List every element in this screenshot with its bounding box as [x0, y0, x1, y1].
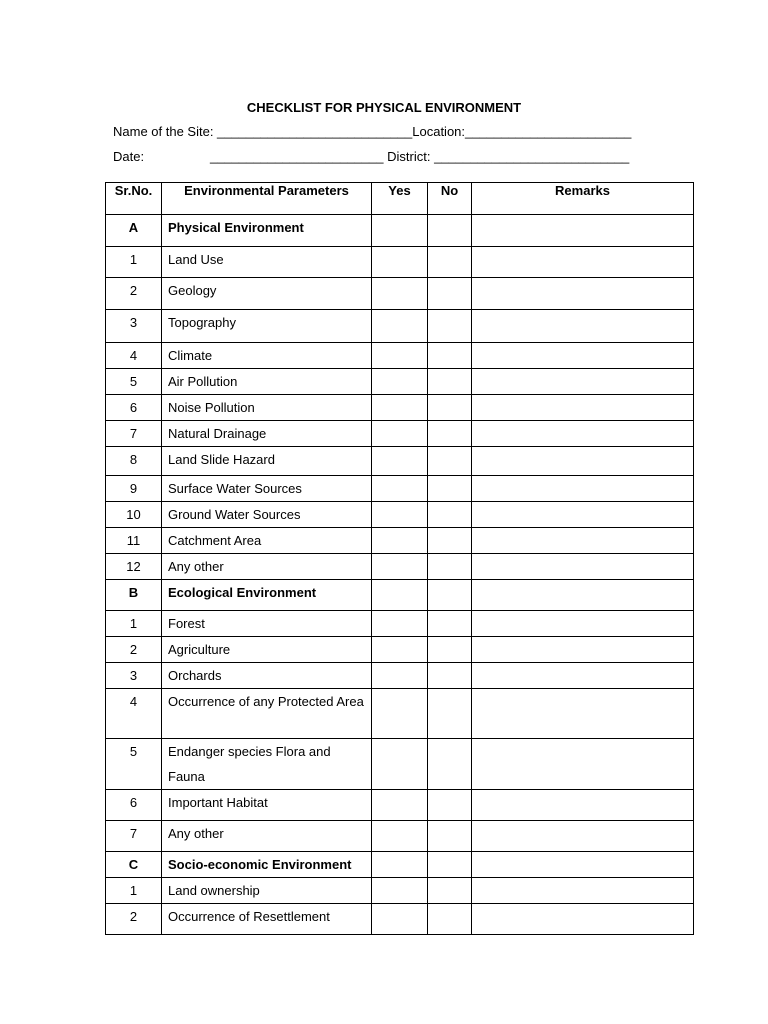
- no-cell[interactable]: [428, 421, 472, 447]
- sr-no-cell: 2: [106, 637, 162, 663]
- header-sr-no: Sr.No.: [106, 183, 162, 215]
- table-row: [106, 528, 694, 554]
- parameter-cell: Geology: [162, 278, 372, 310]
- yes-cell[interactable]: [372, 637, 428, 663]
- no-cell[interactable]: [428, 395, 472, 421]
- yes-cell[interactable]: [372, 554, 428, 580]
- no-cell[interactable]: [428, 580, 472, 611]
- header-parameters: Environmental Parameters: [162, 183, 372, 215]
- parameter-cell: Ground Water Sources: [162, 502, 372, 528]
- remarks-cell[interactable]: [472, 611, 694, 637]
- sr-no-cell: A: [106, 215, 162, 247]
- no-cell[interactable]: [428, 554, 472, 580]
- parameter-cell: Socio-economic Environment: [162, 852, 372, 878]
- parameter-cell: Topography: [162, 310, 372, 343]
- sr-no-cell: 3: [106, 663, 162, 689]
- yes-cell[interactable]: [372, 215, 428, 247]
- no-cell[interactable]: [428, 502, 472, 528]
- parameter-cell: Air Pollution: [162, 369, 372, 395]
- yes-cell[interactable]: [372, 476, 428, 502]
- table-row: [106, 421, 694, 447]
- no-cell[interactable]: [428, 739, 472, 790]
- parameter-cell: Any other: [162, 554, 372, 580]
- table-row: [106, 637, 694, 663]
- remarks-cell[interactable]: [472, 580, 694, 611]
- remarks-cell[interactable]: [472, 278, 694, 310]
- sr-no-cell: 4: [106, 689, 162, 739]
- table-row: [106, 447, 694, 476]
- sr-no-cell: 1: [106, 878, 162, 904]
- table-row: [106, 502, 694, 528]
- section-row: [106, 215, 694, 247]
- sr-no-cell: 2: [106, 278, 162, 310]
- yes-cell[interactable]: [372, 310, 428, 343]
- parameter-cell: Surface Water Sources: [162, 476, 372, 502]
- sr-no-cell: 5: [106, 739, 162, 790]
- yes-cell[interactable]: [372, 369, 428, 395]
- remarks-cell[interactable]: [472, 554, 694, 580]
- date-label: Date:: [113, 149, 145, 164]
- table-row: [106, 278, 694, 310]
- table-header-row: [106, 183, 694, 215]
- document-title: CHECKLIST FOR PHYSICAL ENVIRONMENT: [246, 100, 522, 115]
- parameter-cell: Ecological Environment: [162, 580, 372, 611]
- remarks-cell[interactable]: [472, 343, 694, 369]
- yes-cell[interactable]: [372, 852, 428, 878]
- no-cell[interactable]: [428, 904, 472, 935]
- remarks-cell[interactable]: [472, 476, 694, 502]
- table-row: [106, 369, 694, 395]
- no-cell[interactable]: [428, 689, 472, 739]
- sr-no-cell: 1: [106, 611, 162, 637]
- table-row: [106, 611, 694, 637]
- no-cell[interactable]: [428, 852, 472, 878]
- sr-no-cell: 7: [106, 821, 162, 852]
- no-cell[interactable]: [428, 611, 472, 637]
- yes-cell[interactable]: [372, 663, 428, 689]
- table-row: [106, 476, 694, 502]
- yes-cell[interactable]: [372, 611, 428, 637]
- table-row: [106, 821, 694, 852]
- remarks-cell[interactable]: [472, 739, 694, 790]
- remarks-cell[interactable]: [472, 447, 694, 476]
- section-row: [106, 852, 694, 878]
- parameter-cell: Forest: [162, 611, 372, 637]
- sr-no-cell: 10: [106, 502, 162, 528]
- remarks-cell[interactable]: [472, 821, 694, 852]
- parameter-cell: Orchards: [162, 663, 372, 689]
- sr-no-cell: 4: [106, 343, 162, 369]
- parameter-cell: Land Slide Hazard: [162, 447, 372, 476]
- site-location-line: Name of the Site: ___________________________Location:_______________________: [113, 124, 632, 139]
- parameter-cell: Catchment Area: [162, 528, 372, 554]
- no-cell[interactable]: [428, 637, 472, 663]
- parameter-cell: Noise Pollution: [162, 395, 372, 421]
- table-row: [106, 554, 694, 580]
- yes-cell[interactable]: [372, 395, 428, 421]
- checklist-table: [105, 182, 694, 935]
- table-row: [106, 878, 694, 904]
- parameter-cell: Agriculture: [162, 637, 372, 663]
- remarks-cell[interactable]: [472, 247, 694, 278]
- yes-cell[interactable]: [372, 502, 428, 528]
- remarks-cell[interactable]: [472, 310, 694, 343]
- yes-cell[interactable]: [372, 343, 428, 369]
- section-row: [106, 580, 694, 611]
- remarks-cell[interactable]: [472, 904, 694, 935]
- parameter-cell: Occurrence of Resettlement: [162, 904, 372, 935]
- parameter-cell: Natural Drainage: [162, 421, 372, 447]
- sr-no-cell: 6: [106, 790, 162, 821]
- no-cell[interactable]: [428, 790, 472, 821]
- remarks-cell[interactable]: [472, 878, 694, 904]
- yes-cell[interactable]: [372, 878, 428, 904]
- remarks-cell[interactable]: [472, 215, 694, 247]
- sr-no-cell: 9: [106, 476, 162, 502]
- yes-cell[interactable]: [372, 528, 428, 554]
- yes-cell[interactable]: [372, 278, 428, 310]
- table-row: [106, 310, 694, 343]
- parameter-cell: Any other: [162, 821, 372, 852]
- yes-cell[interactable]: [372, 790, 428, 821]
- remarks-cell[interactable]: [472, 663, 694, 689]
- sr-no-cell: 12: [106, 554, 162, 580]
- parameter-cell: Occurrence of any Protected Area: [162, 689, 372, 739]
- no-cell[interactable]: [428, 343, 472, 369]
- sr-no-cell: C: [106, 852, 162, 878]
- parameter-cell: Physical Environment: [162, 215, 372, 247]
- parameter-cell: Land ownership: [162, 878, 372, 904]
- parameter-cell: Land Use: [162, 247, 372, 278]
- district-line: ________________________ District: ___________________________: [210, 149, 630, 164]
- no-cell[interactable]: [428, 528, 472, 554]
- yes-cell[interactable]: [372, 447, 428, 476]
- table-row: [106, 247, 694, 278]
- remarks-cell[interactable]: [472, 528, 694, 554]
- table-row: [106, 689, 694, 739]
- table-row: [106, 790, 694, 821]
- header-remarks: Remarks: [472, 183, 694, 215]
- table-row: [106, 663, 694, 689]
- table-row: [106, 343, 694, 369]
- remarks-cell[interactable]: [472, 369, 694, 395]
- remarks-cell[interactable]: [472, 421, 694, 447]
- header-no: No: [428, 183, 472, 215]
- no-cell[interactable]: [428, 247, 472, 278]
- no-cell[interactable]: [428, 369, 472, 395]
- sr-no-cell: 3: [106, 310, 162, 343]
- no-cell[interactable]: [428, 447, 472, 476]
- no-cell[interactable]: [428, 476, 472, 502]
- sr-no-cell: 5: [106, 369, 162, 395]
- no-cell[interactable]: [428, 821, 472, 852]
- remarks-cell[interactable]: [472, 689, 694, 739]
- header-yes: Yes: [372, 183, 428, 215]
- yes-cell[interactable]: [372, 821, 428, 852]
- remarks-cell[interactable]: [472, 395, 694, 421]
- parameter-cell: Endanger species Flora and Fauna: [162, 739, 372, 790]
- yes-cell[interactable]: [372, 247, 428, 278]
- sr-no-cell: 2: [106, 904, 162, 935]
- parameter-cell: Important Habitat: [162, 790, 372, 821]
- no-cell[interactable]: [428, 278, 472, 310]
- remarks-cell[interactable]: [472, 852, 694, 878]
- yes-cell[interactable]: [372, 580, 428, 611]
- remarks-cell[interactable]: [472, 790, 694, 821]
- table-row: [106, 739, 694, 790]
- yes-cell[interactable]: [372, 421, 428, 447]
- sr-no-cell: 1: [106, 247, 162, 278]
- no-cell[interactable]: [428, 663, 472, 689]
- sr-no-cell: B: [106, 580, 162, 611]
- no-cell[interactable]: [428, 310, 472, 343]
- remarks-cell[interactable]: [472, 637, 694, 663]
- parameter-cell: Climate: [162, 343, 372, 369]
- sr-no-cell: 11: [106, 528, 162, 554]
- sr-no-cell: 8: [106, 447, 162, 476]
- yes-cell[interactable]: [372, 739, 428, 790]
- date-district-line: [113, 149, 629, 164]
- table-row: [106, 395, 694, 421]
- yes-cell[interactable]: [372, 689, 428, 739]
- remarks-cell[interactable]: [472, 502, 694, 528]
- no-cell[interactable]: [428, 878, 472, 904]
- table-row: [106, 904, 694, 935]
- no-cell[interactable]: [428, 215, 472, 247]
- sr-no-cell: 7: [106, 421, 162, 447]
- sr-no-cell: 6: [106, 395, 162, 421]
- yes-cell[interactable]: [372, 904, 428, 935]
